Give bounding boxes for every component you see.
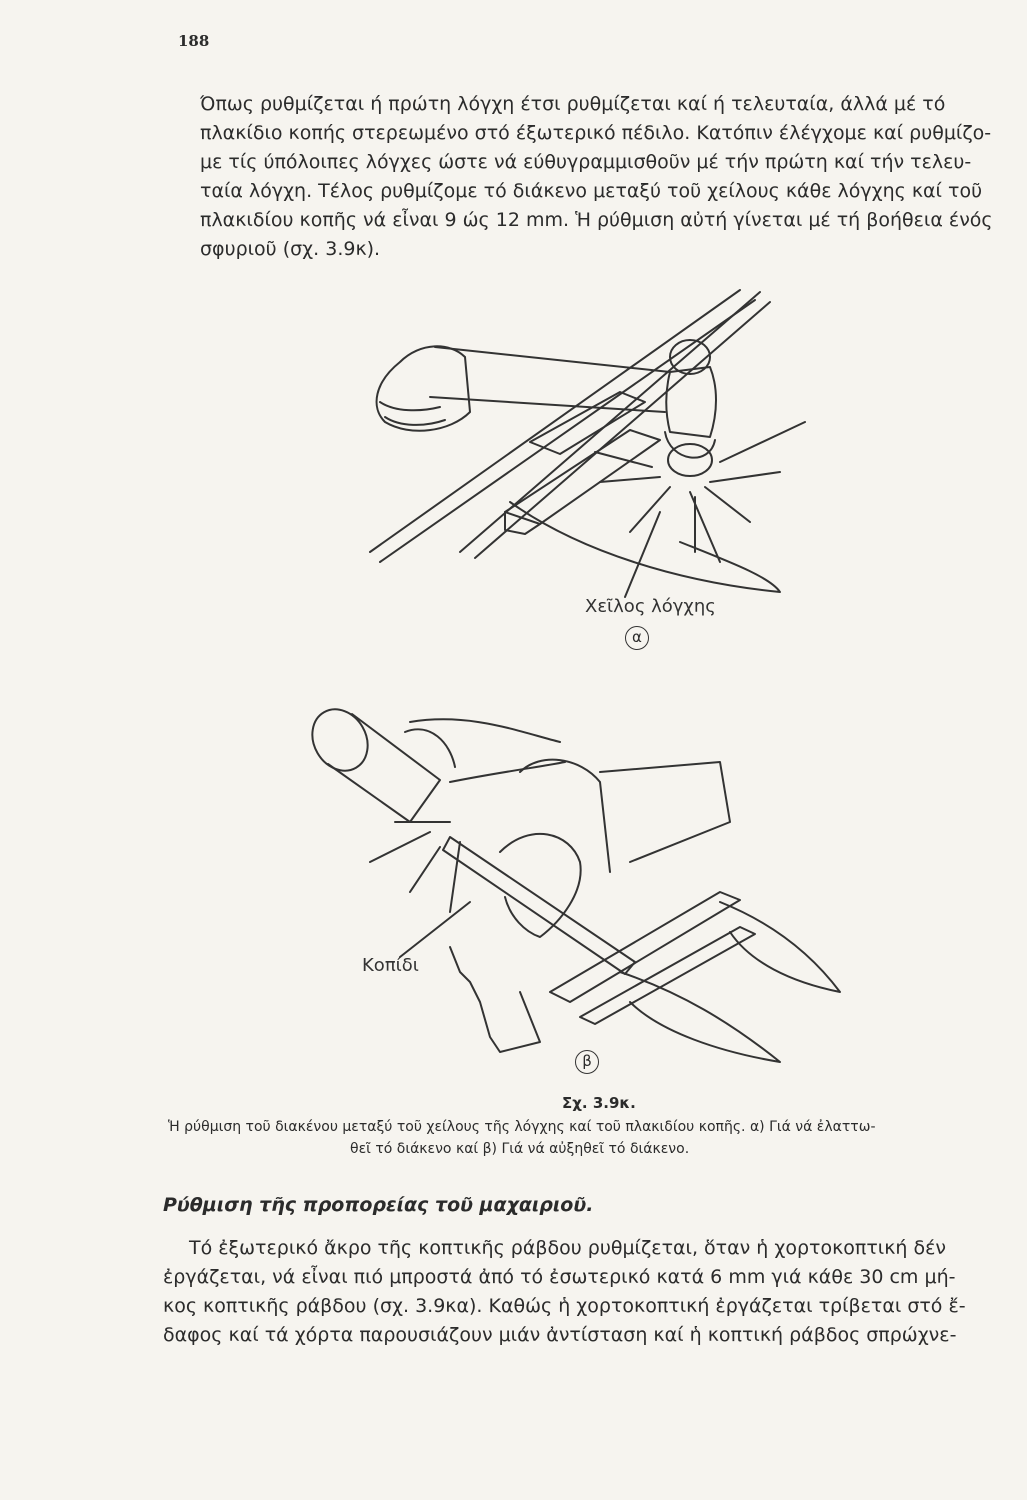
marker-a: α (625, 626, 649, 650)
text-line: σφυριοῦ (σχ. 3.9κ). (200, 238, 381, 260)
hammer-on-guard-drawing (300, 262, 860, 662)
figure-b-illustration (300, 672, 860, 1090)
figure-caption-title: Σχ. 3.9κ. (562, 1094, 636, 1112)
label-chisel: Κοπίδι (362, 955, 419, 976)
page-number: 188 (178, 32, 210, 50)
text-line: ἐργάζεται, νά εἶναι πιό μπροστά ἀπό τό ἐσωτερικό κατά 6 mm γιά κάθε 30 cm μή- (163, 1266, 956, 1288)
section-heading: Ρύθμιση τῆς προπορείας τοῦ μαχαιριοῦ. (163, 1194, 594, 1216)
label-guard-lip: Χεῖλος λόγχης (585, 596, 716, 617)
text-line: με τίς ύπόλοιπες λόγχες ώστε νά εύθυγραμμισθοῦν μέ τήν πρώτη καί τήν τελευ- (200, 151, 972, 173)
text-line: δαφος καί τά χόρτα παρουσιάζουν μιάν ἀντίσταση καί ἡ κοπτική ράβδος σπρώχνε- (163, 1324, 957, 1346)
text-line: ταία λόγχη. Τέλος ρυθμίζομε τό διάκενο μεταξύ τοῦ χείλους κάθε λόγχης καί τοῦ (200, 180, 983, 202)
paragraph-2 (163, 1234, 966, 1350)
text-line: πλακίδιο κοπής στερεωμένο στό έξωτερικό πέδιλο. Κατόπιν έλέγχομε καί ρυθμίζο- (200, 122, 992, 144)
paragraph-1 (200, 90, 1000, 264)
caption-line: θεῖ τό διάκενο καί β) Γιά νά αὐξηθεῖ τό διάκενο. (350, 1141, 690, 1157)
figure-a-illustration (300, 262, 860, 662)
text-line: Τό ἐξωτερικό ἄκρο τῆς κοπτικῆς ράβδου ρυθμίζεται, ὅταν ἡ χορτοκοπτική δέν (189, 1237, 947, 1259)
text-line: κος κοπτικῆς ράβδου (σχ. 3.9κα). Καθώς ἡ χορτοκοπτική ἐργάζεται τρίβεται στό ἔ- (163, 1295, 966, 1317)
marker-b: β (575, 1050, 599, 1074)
figure-caption (168, 1116, 1027, 1160)
caption-line: Ἡ ρύθμιση τοῦ διακένου μεταξύ τοῦ χείλους τῆς λόγχης καί τοῦ πλακιδίου κοπῆς. α) Γιά νά ἐλαττω- (168, 1119, 876, 1135)
chisel-on-guard-drawing (300, 672, 860, 1090)
text-line: Όπως ρυθμίζεται ή πρώτη λόγχη έτσι ρυθμίζεται καί ή τελευταία, άλλά μέ τό (200, 93, 946, 115)
text-line: πλακιδίου κοπῆς νά εἶναι 9 ώς 12 mm. Ἡ ρύθμιση αὐτή γίνεται μέ τή βοήθεια ένός (200, 209, 993, 231)
